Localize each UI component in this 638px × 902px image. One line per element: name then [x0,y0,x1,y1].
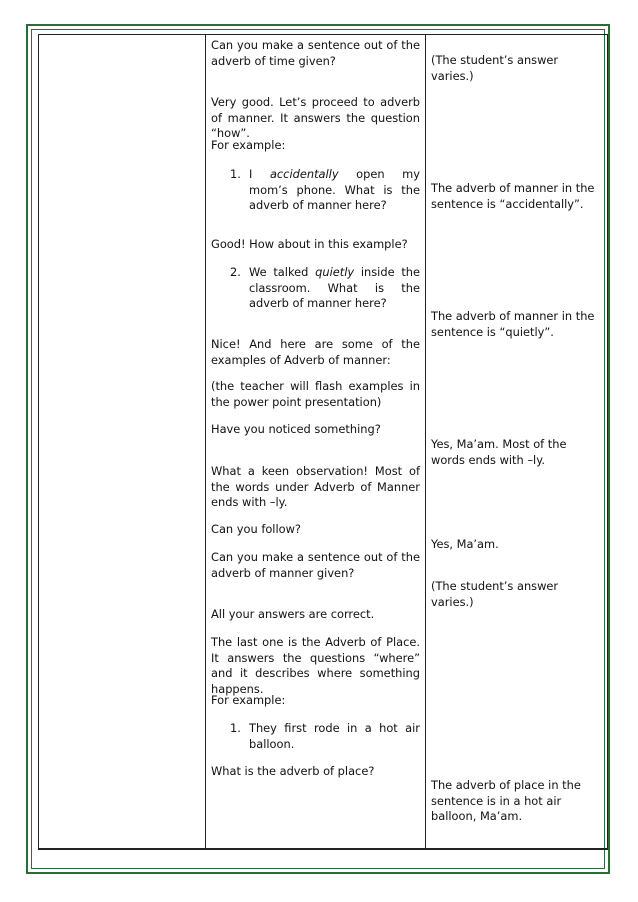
teacher-text: Can you make a sentence out of the adverb of time given? [211,38,420,68]
teacher-text: For example: [211,693,286,707]
student-response: Yes, Ma’am. Most of the words ends with –ly. [431,437,567,467]
student-response: The adverb of manner in the sentence is “quietly”. [431,309,595,339]
example-text: They first rode in a hot air balloon. [249,721,420,751]
teacher-text: What is the adverb of place? [211,764,375,778]
teacher-text: What a keen observation! Most of the words under Adverb of Manner ends with –ly. [211,464,420,509]
student-response: The adverb of place in the sentence is in a hot air balloon, Ma’am. [431,778,581,823]
teacher-text: The last one is the Adverb of Place. It answers the questions “where” and it describes where something happens. [211,635,420,696]
teacher-text: (the teacher will flash examples in the power point presentation) [211,379,420,409]
teacher-text: Have you noticed something? [211,422,381,436]
example-text: I accidentally open my mom’s phone. What is the adverb of manner here? [249,167,420,212]
table-bottom-line [38,849,608,850]
teacher-text: Can you follow? [211,522,301,536]
column-divider-1 [205,34,206,849]
adverb-emphasis: accidentally [269,167,339,181]
student-response: (The student’s answer varies.) [431,579,559,609]
list-number: 1. [230,167,241,181]
teacher-text: For example: [211,138,286,152]
adverb-emphasis: quietly [315,265,355,279]
list-number: 1. [230,721,241,735]
teacher-text: Very good. Let’s proceed to adverb of manner. It answers the question “how”. [211,95,420,140]
student-response: (The student’s answer varies.) [431,53,559,83]
column-divider-2 [425,34,426,849]
student-response: Yes, Ma’am. [431,537,499,551]
teacher-text: Nice! And here are some of the examples of Adverb of manner: [211,337,420,367]
teacher-text: All your answers are correct. [211,607,375,621]
list-number: 2. [230,265,241,279]
example-text: We talked quietly inside the classroom. What is the adverb of manner here? [249,265,421,310]
teacher-text: Good! How about in this example? [211,237,408,251]
student-response: The adverb of manner in the sentence is “accidentally”. [431,181,595,211]
teacher-text: Can you make a sentence out of the adverb of manner given? [211,550,420,580]
